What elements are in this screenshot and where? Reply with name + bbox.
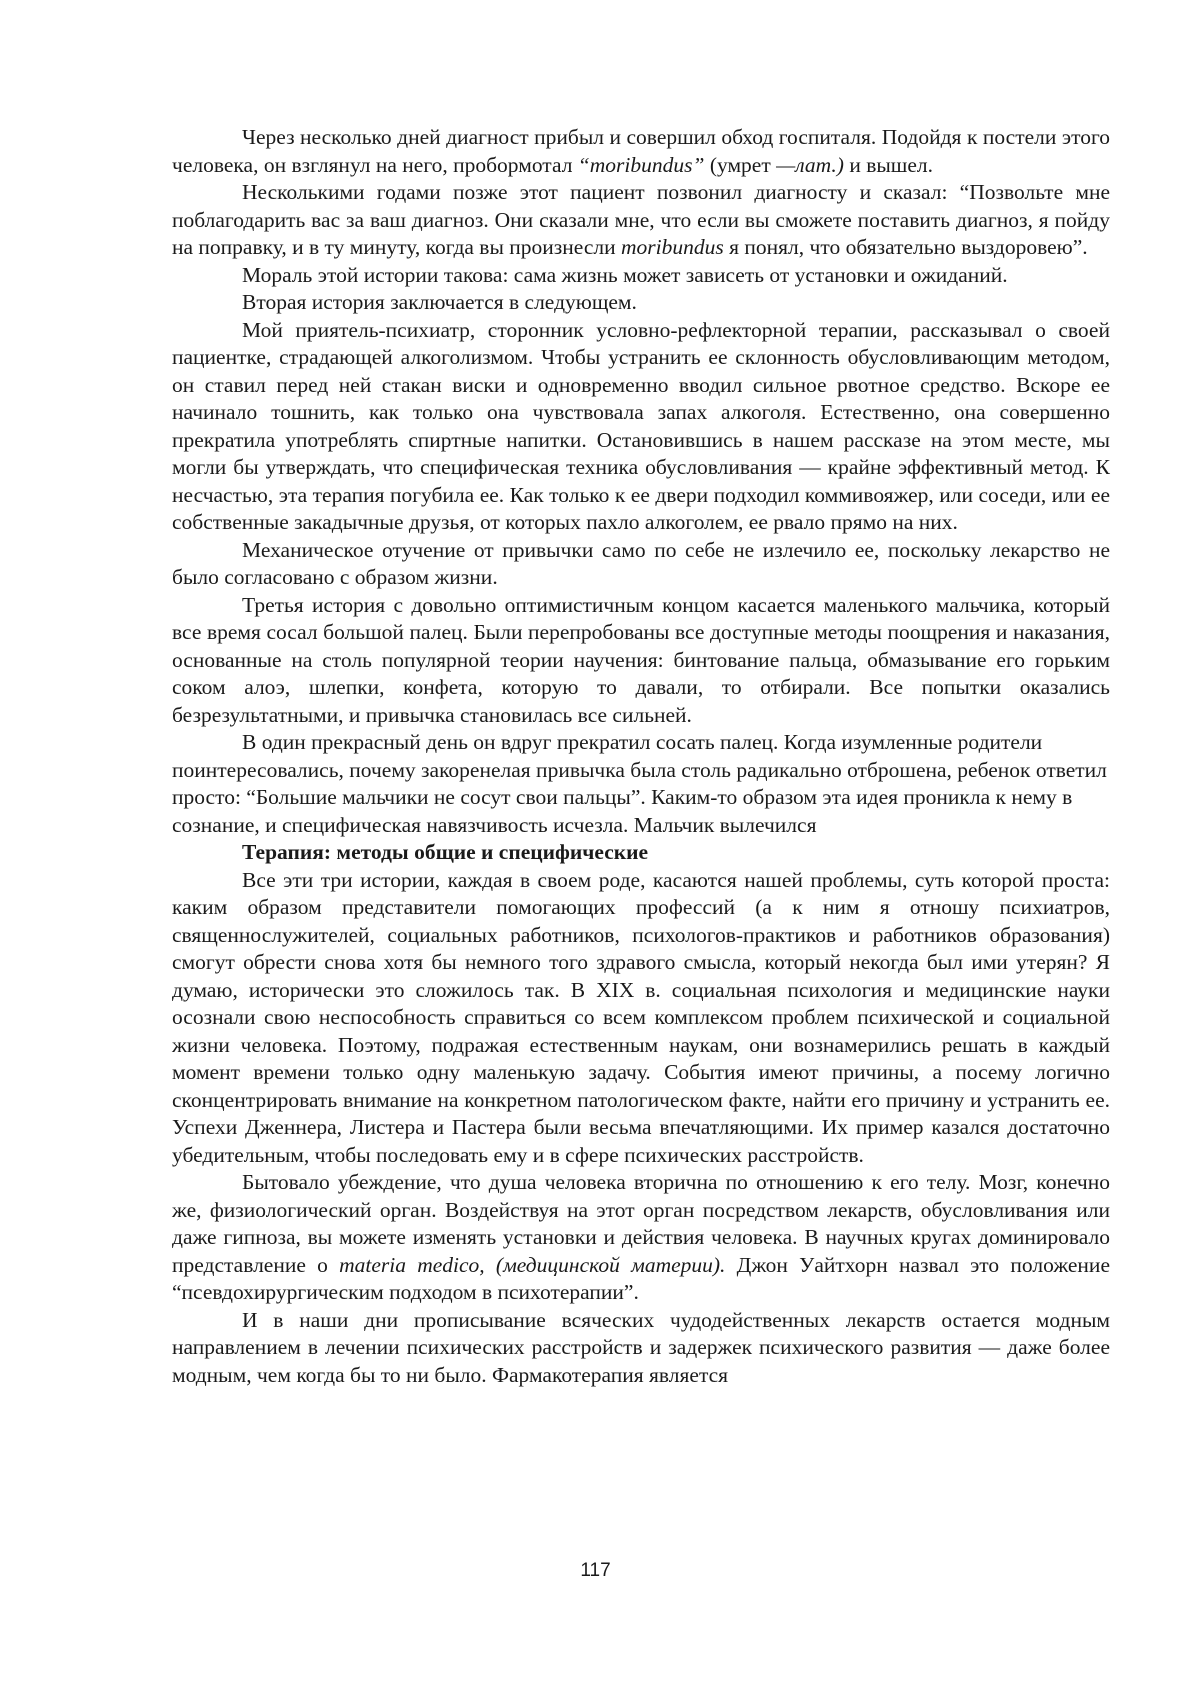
paragraph (172, 1169, 1110, 1307)
text-run: Все эти три истории, каждая в своем роде, касаются нашей проблемы, суть которой проста: каким образом представители помогающих профессий (а к ним я отношу психиатров, священнослужителей, социальных работников, психологов-практиков и работников образования) смогут обрести снова хотя бы немного того здравого смысла, который некогда был ими утерян? Я думаю, исторически это сложилось так. В XIX в. социальная психология и медицинские науки осознали свою неспособность справиться со всем комплексом проблем психической и социальной жизни человека. Поэтому, подражая естественным наукам, они вознамерились решать в каждый момент времени только одну маленькую задачу. События имеют причины, а посему логично сконцентрировать внимание на конкретном патологическом факте, найти его причину и устранить ее. Успехи Дженнера, Листера и Пастера были весьма впечатляющими. Их пример казался достаточно убедительным, чтобы последовать ему и в сфере психических расстройств. (172, 867, 1110, 1167)
text-run: Мой приятель-психиатр, сторонник условно-рефлекторной терапии, рассказывал о своей пациентке, страдающей алкоголизмом. Чтобы устранить ее склонность обусловливающим методом, он ставил перед ней стакан виски и одновременно вводил сильное рвотное средство. Вскоре ее начинало тошнить, как только она чувствовала запах алкоголя. Естественно, она совершенно прекратила употреблять спиртные напитки. Остановившись в нашем рассказе на этом месте, мы могли бы утверждать, что специфическая техника обусловливания — крайне эффективный метод. К несчастью, эта терапия погубила ее. Как только к ее двери подходил коммивояжер, или соседи, или ее собственные закадычные друзья, от которых пахло алкоголем, ее рвало прямо на них. (172, 317, 1110, 534)
page-text (172, 124, 1110, 1389)
paragraph (172, 317, 1110, 537)
paragraph (172, 124, 1110, 179)
paragraph (172, 1307, 1110, 1390)
italic-text: —лат.) (776, 152, 844, 177)
text-run: и вышел. (843, 152, 934, 177)
text-run: Третья история с довольно оптимистичным концом касается маленького мальчика, который все время сосал большой палец. Были перепробованы все доступные методы поощрения и наказания, основанные на столь популярной теории научения: бинтование пальца, обмазывание его горьким соком алоэ, шлепки, конфета, которую то давали, то отбирали. Все попытки оказались безрезультатными, и привычка становилась все сильней. (172, 592, 1110, 727)
section-heading (172, 839, 1110, 867)
paragraph (172, 729, 1110, 839)
text-run: Механическое отучение от привычки само по себе не излечило ее, поскольку лекарство не было согласовано с образом жизни. (172, 537, 1110, 589)
text-run: Мораль этой истории такова: сама жизнь может зависеть от установки и ожиданий. (242, 262, 1008, 287)
paragraph (172, 867, 1110, 1170)
text-run: Несколькими годами позже этот пациент позвонил диагносту и сказал: “Позвольте мне поблагодарить вас за ваш диагноз. Они сказали мне, что если вы сможете поставить диагноз, я пойду на поправку, и в ту минуту, когда вы произнесли (172, 180, 1110, 259)
text-run: Бытовало убеждение, что душа человека вторична по отношению к его телу. Мозг, конечно же, физиологический орган. Воздействуя на этот орган посредством лекарств, обусловливания или даже гипноза, вы можете изменять установки и действия человека. В научных кругах доминировало представление о (172, 1170, 1110, 1277)
paragraph (172, 537, 1110, 592)
paragraph (172, 179, 1110, 262)
page-number: 117 (580, 1560, 611, 1581)
text-run: Терапия: методы общие и специфические (242, 840, 649, 864)
text-run: Через несколько дней диагност прибыл и совершил обход госпиталя. Подойдя к постели этого человека, он взглянул на него, пробормотал (172, 125, 1110, 177)
paragraph (172, 262, 1110, 290)
text-run: И в наши дни прописывание всяческих чудодейственных лекарств остается модным направлением в лечении психических расстройств и задержек психического развития — даже более модным, чем когда бы то ни было. Фармакотерапия является (172, 1307, 1110, 1387)
italic-text: “moribundus” (577, 152, 705, 177)
italic-text: materia medico, (медицинской материи). (339, 1252, 726, 1277)
text-run: я понял, что обязательно выздоровею”. (723, 235, 1088, 259)
text-run: (умрет (704, 152, 777, 177)
paragraph (172, 592, 1110, 730)
italic-text: moribundus (621, 235, 724, 259)
paragraph (172, 289, 1110, 317)
text-run: Джон Уайтхорн назвал это положение “псевдохирургическим подходом в психотерапии”. (172, 1252, 1110, 1304)
text-run: В один прекрасный день он вдруг прекратил сосать палец. Когда изумленные родители поинтересовались, почему закоренелая привычка была столь радикально отброшена, ребенок ответил просто: “Большие мальчики не сосут свои пальцы”. Каким-то образом эта идея проникла к нему в сознание, и специфическая навязчивость исчезла. Мальчик вылечился (172, 730, 1107, 837)
text-run: Вторая история заключается в следующем. (242, 290, 637, 314)
